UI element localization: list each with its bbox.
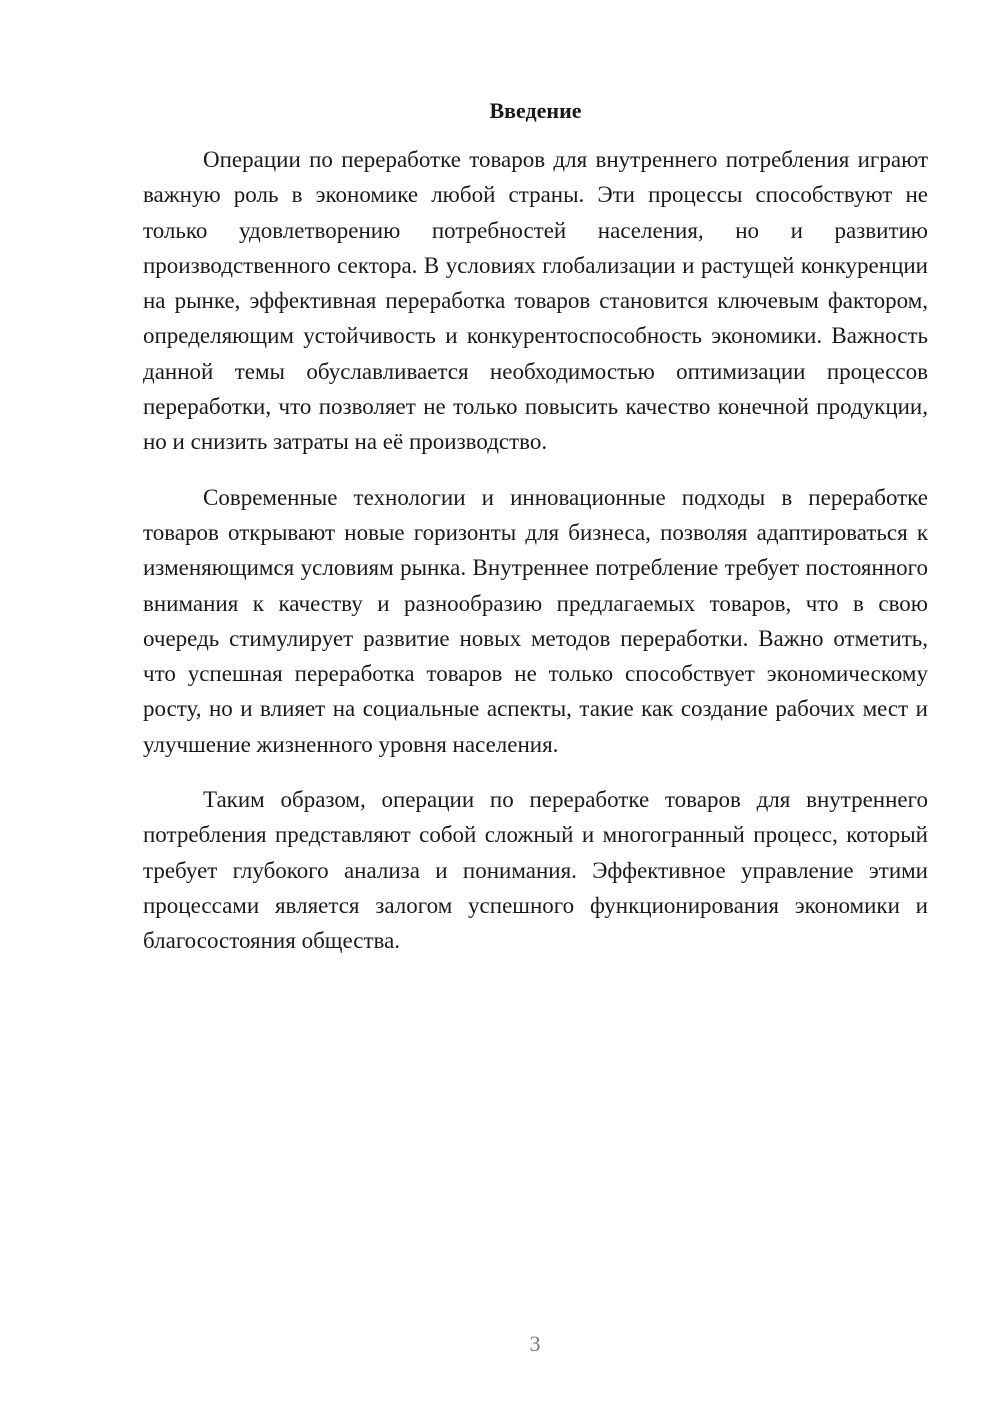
paragraph: Современные технологии и инновационные подходы в переработке товаров открывают новые горизонты для бизнеса, позволяя адаптироваться к изменяющимся условиям рынка. Внутреннее потребление требует постоянного внимания к качеству и разнообразию предлагаемых товаров, что в свою очередь стимулирует развитие новых методов переработки. Важно отметить, что успешная переработка товаров не только способствует экономическому росту, но и влияет на социальные аспекты, такие как создание рабочих мест и улучшение жизненного уровня населения. (143, 484, 928, 757)
page-number: 3 (529, 1331, 541, 1356)
paragraph: Операции по переработке товаров для внутреннего потребления играют важную роль в экономике любой страны. Эти процессы способствуют не только удовлетворению потребностей населения, но и развитию производственного сектора. В условиях глобализации и растущей конкуренции на рынке, эффективная переработка товаров становится ключевым фактором, определяющим устойчивость и конкурентоспособность экономики. Важность данной темы обуславливается необходимостью оптимизации процессов переработки, что позволяет не только повысить качество конечной продукции, но и снизить затраты на её производство. (143, 147, 928, 455)
paragraph: Таким образом, операции по переработке товаров для внутреннего потребления представляют собой сложный и многогранный процесс, который требует глубокого анализа и понимания. Эффективное управление этими процессами является залогом успешного функционирования экономики и благосостояния общества. (143, 787, 928, 954)
section-heading: Введение (489, 98, 582, 123)
body-text (143, 142, 928, 979)
